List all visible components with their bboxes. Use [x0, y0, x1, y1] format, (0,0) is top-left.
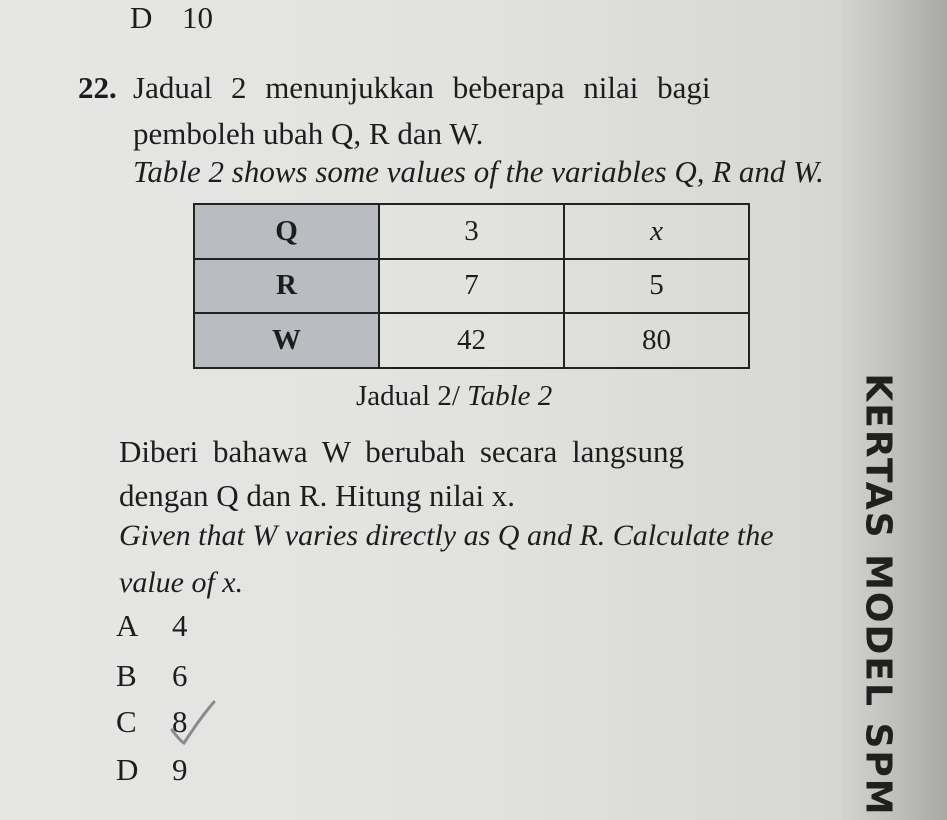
table-cell: 42	[379, 313, 564, 368]
previous-option-letter: D	[130, 0, 153, 35]
values-table	[193, 203, 748, 369]
option-d-letter[interactable]: D	[116, 752, 139, 787]
side-label-text: KERTAS MODEL SPM	[857, 373, 899, 817]
table-caption-malay: Jadual 2/	[356, 380, 460, 412]
question-malay-line-1: Jadual 2 menunjukkan beberapa nilai bagi	[133, 70, 711, 105]
table-cell: 80	[564, 313, 749, 368]
question-malay-line-2: pemboleh ubah Q, R dan W.	[133, 116, 484, 151]
question-number: 22.	[78, 70, 117, 105]
table-header-cell: R	[194, 259, 379, 314]
option-a-letter[interactable]: A	[116, 608, 139, 643]
prompt-malay-line-2: dengan Q dan R. Hitung nilai x.	[119, 478, 516, 513]
pencil-check-mark	[168, 696, 218, 748]
table-cell: 3	[379, 204, 564, 259]
table-row	[194, 313, 749, 368]
option-c-letter[interactable]: C	[116, 704, 137, 739]
table-header-cell: W	[194, 313, 379, 368]
table-row	[194, 259, 749, 314]
prompt-malay-line-1: Diberi bahawa W berubah secara langsung	[119, 434, 684, 469]
table-row	[194, 204, 749, 259]
table-cell: 5	[564, 259, 749, 314]
prompt-english-line-1: Given that W varies directly as Q and R. Calculate the	[119, 519, 774, 552]
option-c-value: 8	[172, 704, 188, 739]
table-header-cell: Q	[194, 204, 379, 259]
option-b-letter[interactable]: B	[116, 658, 137, 693]
question-english-line: Table 2 shows some values of the variables Q, R and W.	[133, 154, 824, 189]
option-b-value: 6	[172, 658, 188, 693]
option-a-value: 4	[172, 608, 188, 643]
table-caption-english: Table 2	[467, 380, 553, 412]
table-cell: x	[564, 204, 749, 259]
table-caption	[356, 382, 552, 411]
side-label	[850, 373, 906, 817]
prompt-english-line-2: value of x.	[119, 566, 244, 599]
option-d-value: 9	[172, 752, 188, 787]
previous-option-value: 10	[182, 0, 213, 35]
table-cell: 7	[379, 259, 564, 314]
